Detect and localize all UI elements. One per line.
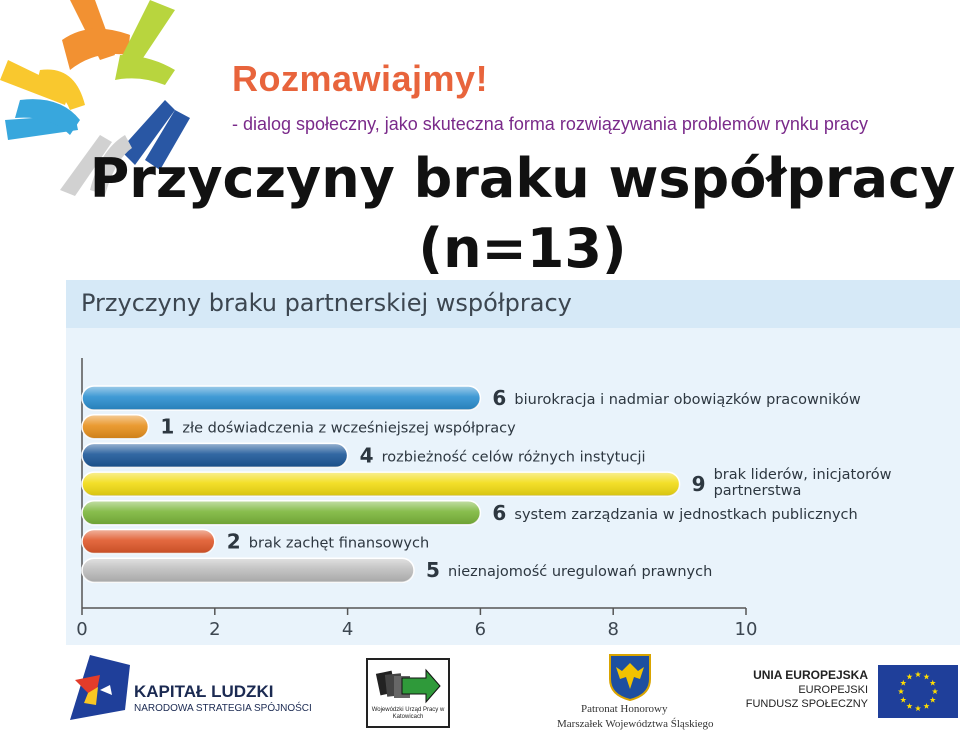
bar-value-label: 6 [492, 500, 507, 525]
eu-star-icon [906, 703, 912, 709]
x-tick-label: 6 [474, 619, 487, 640]
bar-value-label: 1 [160, 414, 175, 439]
eu-star-icon [915, 705, 921, 711]
eu-line2: EUROPEJSKI [798, 684, 868, 696]
eu-flag [878, 665, 958, 718]
eu-star-icon [906, 674, 912, 680]
kapital-ludzki-subtitle: NARODOWA STRATEGIA SPÓJNOŚCI [134, 703, 312, 714]
eu-star-icon [932, 688, 938, 694]
bar-value-label: 9 [691, 472, 706, 497]
kapital-ludzki-logo [70, 655, 130, 720]
bar-value-label: 2 [226, 529, 241, 554]
chart-header [66, 280, 960, 328]
x-tick-label: 4 [341, 619, 354, 640]
chart-title: Przyczyny braku partnerskiej współpracy [81, 289, 572, 317]
wup-name: Wojewódzki Urząd Pracy w Katowicach [371, 707, 445, 720]
x-tick-label: 0 [76, 619, 88, 640]
eu-star-icon [898, 688, 904, 694]
bar-value-label: 4 [359, 443, 374, 468]
bar-category-label: brak zachęt finansowych [248, 535, 430, 552]
slide-title-line1: Przyczyny braku współpracy [89, 147, 956, 210]
bar-value-label: 5 [426, 558, 440, 583]
eu-stars-icon [878, 665, 958, 718]
bar-category-label: brak liderów, inicjatorów partnerstwa [713, 467, 892, 500]
eu-star-icon [923, 703, 929, 709]
brand-subtitle: - dialog społeczny, jako skuteczna forma rozwiązywania problemów rynku pracy [232, 114, 868, 134]
x-tick-label: 10 [734, 619, 758, 640]
patron-line2: Marszałek Województwa Śląskiego [557, 718, 714, 730]
patron-line1: Patronat Honorowy [581, 703, 668, 715]
bar-category-label: nieznajomość uregulowań prawnych [448, 564, 713, 581]
bar-category-label: biurokracja i nadmiar obowiązków pracowników [514, 392, 861, 408]
eu-star-icon [915, 671, 921, 677]
wup-arrow-icon [374, 664, 442, 706]
brand-title: Rozmawiajmy! [232, 58, 489, 99]
silesia-eagle-crest [608, 653, 652, 701]
slide-title-line2: (n=13) [418, 217, 627, 280]
chart-panel [66, 280, 960, 645]
wup-katowice-logo [366, 658, 450, 728]
eu-line1: UNIA EUROPEJSKA [753, 668, 868, 682]
x-tick-label: 2 [209, 619, 221, 640]
bar-value-label: 6 [492, 386, 507, 410]
kapital-ludzki-title: KAPITAŁ LUDZKI [134, 682, 274, 701]
eu-star-icon [930, 697, 936, 703]
eu-star-icon [900, 680, 906, 686]
bar-category-label: system zarządzania w jednostkach publicznych [514, 506, 858, 523]
bar-category-label: złe doświadczenia z wcześniejszej współpracy [182, 420, 516, 437]
eu-star-icon [930, 680, 936, 686]
eu-star-icon [923, 674, 929, 680]
slide-title [0, 144, 960, 284]
eu-line3: FUNDUSZ SPOŁECZNY [745, 698, 868, 710]
eu-star-icon [900, 697, 906, 703]
x-tick-label: 8 [607, 619, 619, 640]
bar-category-label: rozbieżność celów różnych instytucji [381, 449, 646, 466]
